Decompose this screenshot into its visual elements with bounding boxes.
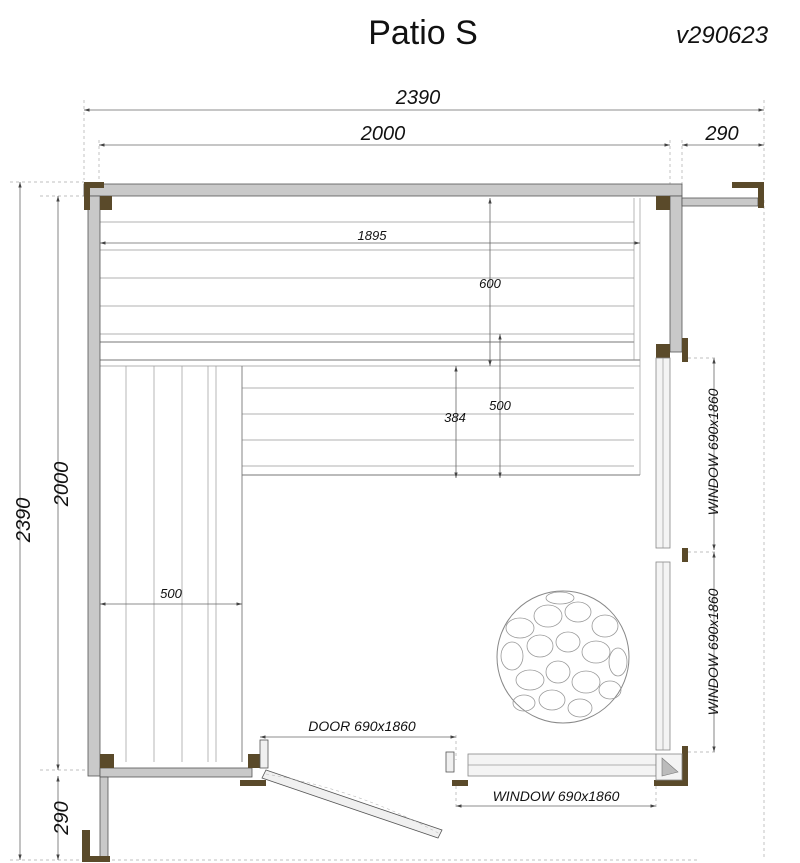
svg-text:2000: 2000 [360, 123, 406, 145]
svg-text:600: 600 [479, 276, 501, 291]
svg-text:2390: 2390 [395, 87, 441, 109]
wall-right-upper [670, 196, 682, 352]
dimension-window-right-lower [688, 552, 721, 752]
svg-text:290: 290 [705, 123, 739, 145]
dimension-lower-bench-sub [444, 366, 466, 478]
dimension-side-bench-width [100, 586, 242, 604]
dimension-inner-width [99, 123, 670, 145]
dimension-upper-bench-length [100, 228, 640, 243]
post-bottom-left [100, 754, 114, 768]
window-right-lower [656, 562, 670, 750]
svg-text:1895: 1895 [357, 228, 387, 243]
svg-text:500: 500 [160, 586, 182, 601]
dimension-overall-depth [13, 182, 35, 860]
post-right-window-divider [682, 548, 688, 562]
post-bottom-left-foot [82, 856, 110, 862]
porch-top-beam [682, 198, 758, 206]
post-door-right [452, 780, 468, 786]
drawing-title: Patio S [368, 14, 478, 52]
post-top-right [656, 196, 670, 210]
post-porch-top-right-side [758, 182, 764, 208]
version-code: v290623 [676, 22, 769, 49]
svg-text:500: 500 [489, 398, 511, 413]
post-top-left-side [84, 182, 90, 210]
dimension-overall-width [84, 87, 764, 110]
dimension-porch-width [682, 123, 764, 145]
post-right-mid-side [682, 338, 688, 362]
door [260, 740, 454, 838]
dimension-window-right-upper [688, 358, 721, 550]
dimension-inner-depth [51, 196, 73, 770]
door-leaf [262, 770, 442, 838]
svg-text:WINDOW 690x1860: WINDOW 690x1860 [492, 788, 620, 804]
svg-text:WINDOW 690x1860: WINDOW 690x1860 [705, 588, 721, 716]
post-bottom-right-side [682, 746, 688, 786]
lower-bench [242, 366, 640, 475]
svg-text:DOOR 690x1860: DOOR 690x1860 [308, 718, 416, 734]
wall-left [88, 196, 100, 776]
svg-text:WINDOW 690x1860: WINDOW 690x1860 [705, 388, 721, 516]
post-bottom-left-outer [82, 830, 90, 860]
dimension-door [260, 718, 456, 760]
post-door-left-foot [240, 780, 266, 786]
window-right-upper [656, 358, 670, 548]
porch-left-wall [100, 777, 108, 857]
door-frame-left [260, 740, 268, 768]
wall-bottom [100, 768, 252, 777]
post-right-mid [656, 344, 670, 358]
dimension-upper-bench-depth [479, 198, 501, 366]
door-frame-right [446, 752, 454, 772]
extension-lines [10, 100, 764, 860]
stove-stones [497, 591, 629, 723]
svg-text:290: 290 [51, 801, 73, 835]
window-bottom [468, 754, 682, 780]
dimension-porch-depth [51, 776, 73, 860]
svg-text:384: 384 [444, 410, 466, 425]
wall-top [84, 184, 682, 196]
side-bench [100, 366, 242, 762]
dimension-window-bottom [456, 786, 656, 810]
post-top-left-inner [100, 196, 112, 210]
dimension-lower-bench-depth [489, 334, 511, 478]
svg-text:2390: 2390 [13, 497, 35, 543]
svg-text:2000: 2000 [51, 461, 73, 507]
post-door-left [248, 754, 260, 768]
